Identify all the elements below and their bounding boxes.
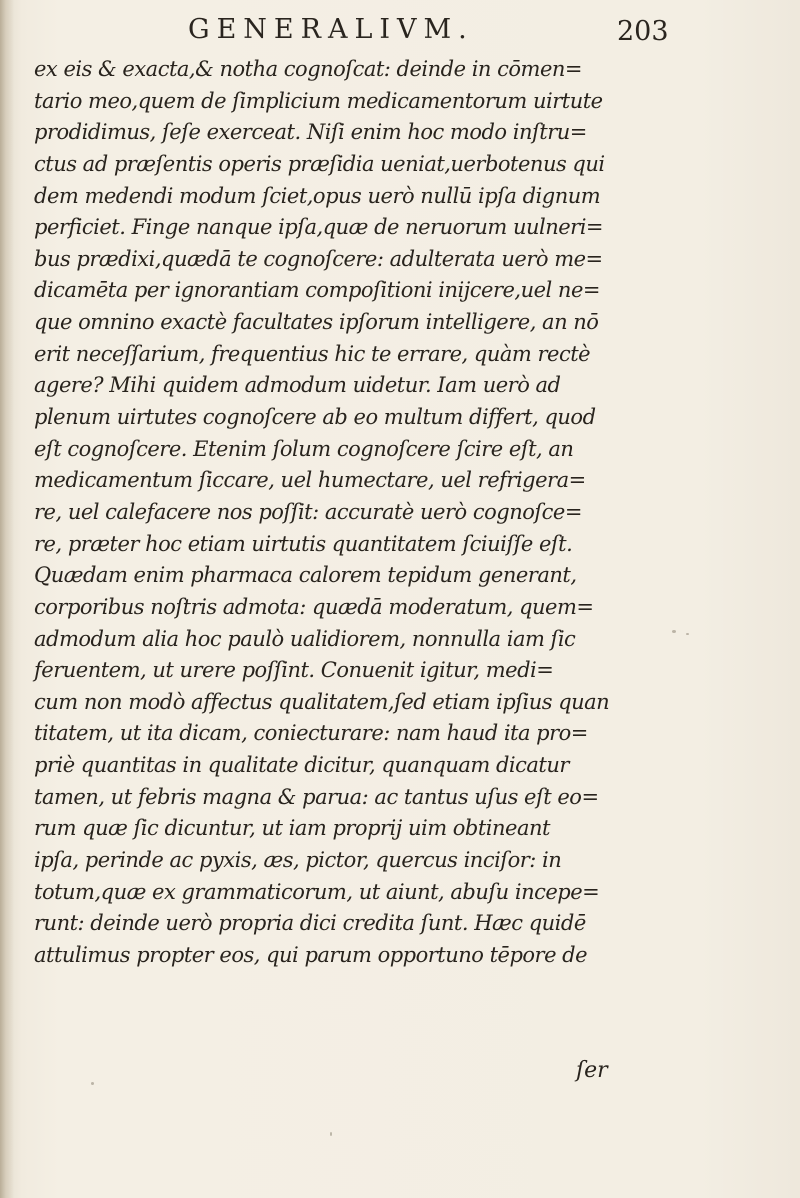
paper-speck (330, 1132, 332, 1136)
text-line: totum,quæ ex grammaticorum, ut aiunt, abuſu incepe= (34, 879, 600, 904)
text-line: titatem, ut ita dicam, coniecturare: nam haud ita pro= (34, 721, 588, 746)
text-line: feruentem, ut urere poſſint. Conuenit igitur, medi= (34, 658, 554, 683)
paper-speck (686, 633, 689, 635)
text-line: re, præter hoc etiam uirtutis quantitatem ſciuiſſe eſt. (34, 531, 573, 556)
text-line: rum quæ ſic dicuntur, ut iam proprij uim obtineant (34, 816, 550, 841)
paper-speck (672, 630, 676, 633)
text-line: eſt cognoſcere. Etenim ſolum cognoſcere ſcire eſt, an (34, 436, 574, 461)
text-line: agere? Mihi quidem admodum uidetur. Iam uerò ad (34, 373, 561, 398)
catchword: ſer (576, 1058, 608, 1083)
text-line: plenum uirtutes cognoſcere ab eo multum differt, quod (34, 405, 596, 430)
text-line: Quædam enim pharmaca calorem tepidum generant, (34, 563, 577, 588)
text-block (34, 54, 634, 972)
text-line: erit neceſſarium, frequentius hic te errare, quàm rectè (34, 341, 591, 366)
paper-speck (91, 1082, 94, 1085)
text-line: bus prædixi,quædā te cognoſcere: adulterata uerò me= (34, 246, 603, 271)
text-line: dem medendi modum ſciet,opus uerò nullū ipſa dignum (34, 183, 601, 208)
text-line: dicamēta per ignorantiam compoſitioni inijcere,uel ne= (34, 278, 600, 303)
text-line: medicamentum ſiccare, uel humectare, uel refrigera= (34, 468, 586, 493)
text-line: attulimus propter eos, qui parum opportuno tēpore de (34, 942, 588, 967)
running-head: GENERALIVM. (188, 14, 474, 45)
text-line: admodum alia hoc paulò ualidiorem, nonnulla iam ſic (34, 626, 576, 651)
text-line: que omnino exactè facultates ipſorum intelligere, an nō (34, 310, 599, 335)
text-line: corporibus noſtris admota: quædā moderatum, quem= (34, 594, 594, 619)
text-line: priè quantitas in qualitate dicitur, quanquam dicatur (34, 753, 569, 778)
page-number: 203 (617, 16, 669, 47)
text-line: cum non modò affectus qualitatem,ſed etiam ipſius quan (34, 689, 610, 714)
binding-shadow (0, 0, 14, 1198)
text-line: perficiet. Finge nanque ipſa,quæ de neruorum uulneri= (34, 215, 604, 240)
text-line: ex eis & exacta,& notha cognoſcat: deinde in cōmen= (34, 57, 582, 81)
text-line: ipſa, perinde ac pyxis, æs, pictor, quercus inciſor: in (34, 848, 562, 873)
text-line: ctus ad præſentis operis præſidia ueniat,uerbotenus qui (34, 151, 605, 176)
text-line: prodidimus, ſeſe exerceat. Niſi enim hoc modo inſtru= (34, 120, 587, 145)
text-line: runt: deinde uerò propria dici credita ſunt. Hæc quidē (34, 911, 586, 936)
text-line: tamen, ut febris magna & parua: ac tantus uſus eſt eo= (34, 784, 599, 809)
text-line: tario meo,quem de ſimplicium medicamentorum uirtute (34, 88, 603, 113)
text-line: re, uel calefacere nos poſſit: accuratè uerò cognoſce= (34, 499, 582, 524)
